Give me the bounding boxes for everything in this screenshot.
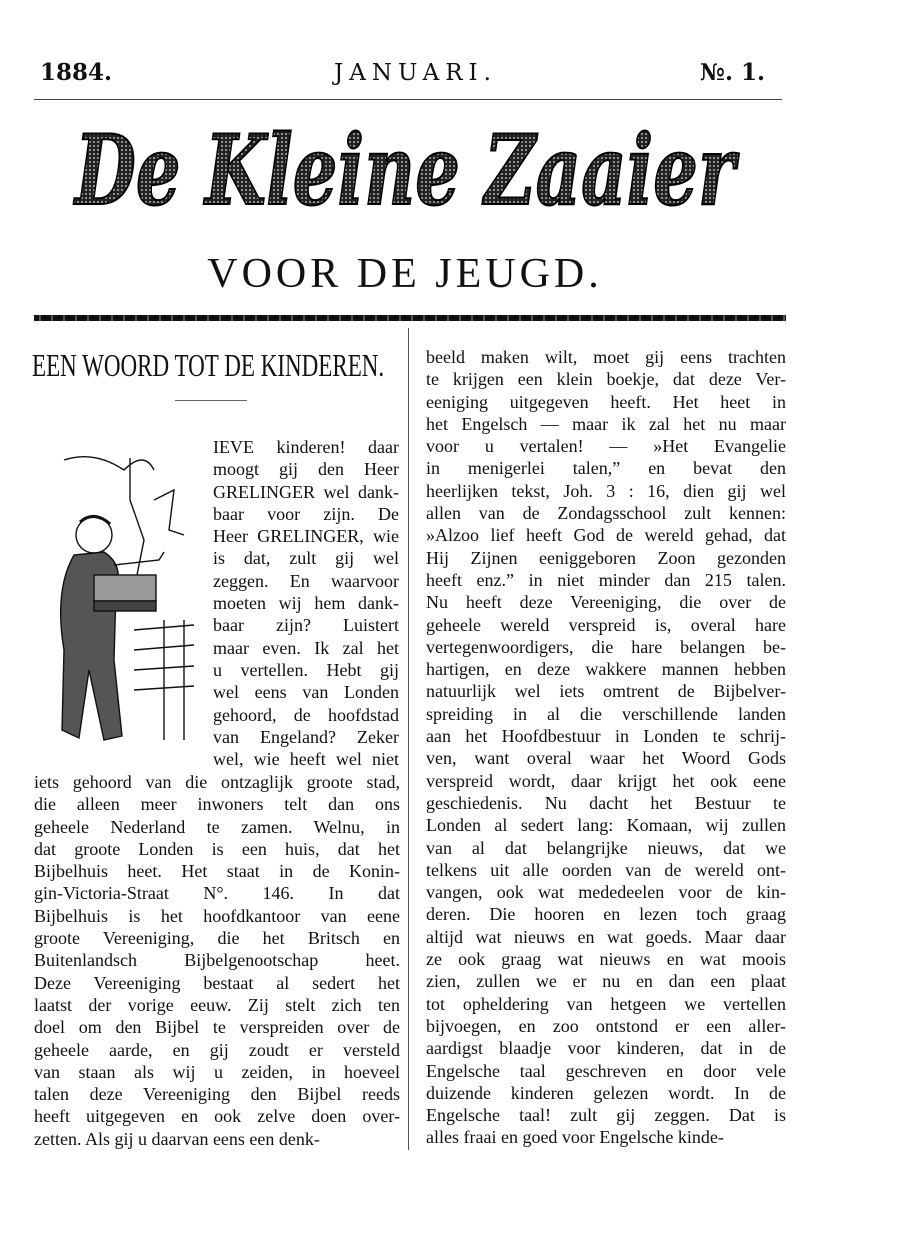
text-line: Buitenlandsch Bijbelgenootschap heet. <box>34 950 400 971</box>
text-line: gin-Victoria-Straat N°. 146. In dat <box>34 883 400 904</box>
text-line: tot opheldering van hetgeen we vertellen <box>426 993 786 1014</box>
text-line: laatst der vorige eeuw. Zij stelt zich ten <box>34 994 400 1015</box>
masthead-rule <box>34 315 786 321</box>
text-line: die alleen meer inwoners telt dan ons <box>34 794 400 815</box>
text-line: iets gehoord van die ontzaglijk groote stad, <box>34 772 400 792</box>
text-line: u vertellen. Hebt gij <box>213 659 399 680</box>
header-year: 1884. <box>40 59 113 86</box>
text-line: dat groote Londen is een huis, dat het <box>34 838 400 859</box>
text-line: Engelsche taal! zult gij zeggen. Dat is <box>426 1105 786 1126</box>
text-line: eeniging uitgegeven heeft. Het heet in <box>426 391 786 412</box>
article-heading: EEN WOORD TOT DE KINDEREN. <box>32 347 385 383</box>
text-line: vertegenwoordigers, die hare belangen be- <box>426 636 786 657</box>
text-line: Bijbelhuis heet. Het staat in de Konin- <box>34 861 400 882</box>
text-line: doel om den Bijbel te verspreiden over de <box>34 1017 400 1038</box>
text-line: telkens uit alle oorden van de wereld ont- <box>426 859 786 880</box>
text-line: van staan als wij u zeiden, in hoeveel <box>34 1061 400 1082</box>
text-line: wel, wie heeft wel niet <box>213 749 399 770</box>
text-line: voor u vertalen! — »Het Evangelie <box>426 436 786 457</box>
masthead-logo <box>60 112 750 232</box>
text-line: Heer GRELINGER, wie <box>213 526 399 547</box>
masthead-subtitle: VOOR DE JEUGD. <box>207 251 603 297</box>
article-column-b <box>34 771 400 1150</box>
text-line: deren. Die hooren en lezen toch graag <box>426 904 786 925</box>
text-line: heeft enz.” in niet minder dan 215 talen. <box>426 569 786 590</box>
text-line: geheele wereld verspreid is, overal hare <box>426 614 786 635</box>
article-column-c <box>426 346 786 1149</box>
header-rule <box>34 99 782 100</box>
text-line: Deze Vereeniging bestaat al sedert het <box>34 972 400 993</box>
text-line: altijd wat nieuws en wat goeds. Maar daar <box>426 926 786 947</box>
text-line: ven, want overal waar het Woord Gods <box>426 748 786 769</box>
text-line: »Alzoo lief heeft God de wereld gehad, dat <box>426 525 786 546</box>
text-line: ze ook graag wat nieuws en wat moois <box>426 949 786 970</box>
text-line: zien, zullen we er nu en dan een plaat <box>426 971 786 992</box>
text-line: alles fraai en goed voor Engelsche kinde- <box>426 1127 724 1148</box>
text-line: hartigen, en deze wakkere mannen hebben <box>426 659 786 680</box>
text-line: te krijgen een klein boekje, dat deze Ver- <box>426 369 786 390</box>
text-line: aardigst blaadje voor kinderen, dat in de <box>426 1038 786 1059</box>
heading-rule <box>175 400 247 401</box>
text-line: wel eens van Londen <box>213 682 399 703</box>
text-line: natuurlijk wel iets omtrent de Bijbelver- <box>426 681 786 702</box>
text-line: geheele aarde, en gij zoudt er versteld <box>34 1039 400 1060</box>
text-line: heeft uitgegeven en ook zelve doen over- <box>34 1106 400 1127</box>
article-column-a <box>213 436 399 770</box>
text-line: het Engelsch — maar ik zal het nu maar <box>426 413 786 434</box>
text-line: spreiding in al die verschillende landen <box>426 703 786 724</box>
text-line: is dat, zult gij wel <box>213 548 399 569</box>
text-line: Bijbelhuis is het hoofdkantoor van eene <box>34 905 400 926</box>
column-divider <box>408 328 409 1150</box>
text-line: zetten. Als gij u daarvan eens een denk- <box>34 1128 320 1149</box>
text-line: beeld maken wilt, moet gij eens trachten <box>426 347 786 367</box>
text-line: moeten wij hem dank- <box>213 593 399 614</box>
text-line: in menigerlei talen,” en bevat den <box>426 458 786 479</box>
text-line: Londen al sedert lang: Komaan, wij zullen <box>426 815 786 836</box>
text-line: Engelsche taal geschreven en door vele <box>426 1060 786 1081</box>
text-line: baar voor zijn. De <box>213 503 399 524</box>
text-line: allen van de Zondagsschool zult kennen: <box>426 503 786 524</box>
text-line: gehoord, de hoofdstad <box>213 704 399 725</box>
text-line: moogt gij den Heer <box>213 459 399 480</box>
text-line: GRELINGER wel dank- <box>213 481 399 502</box>
text-line: baar zijn? Luistert <box>213 615 399 636</box>
text-line: verspreid wordt, daar krijgt het ook eene <box>426 770 786 791</box>
text-line: van Engeland? Zeker <box>213 726 399 747</box>
text-line: talen deze Vereeniging den Bijbel reeds <box>34 1084 400 1105</box>
masthead-title: De Kleine Zaaier <box>72 114 740 227</box>
text-line: geheele Nederland te zamen. Welnu, in <box>34 816 400 837</box>
header-issue: №. 1. <box>700 59 766 86</box>
text-line: Hij Zijnen eeniggeboren Zoon gezonden <box>426 547 786 568</box>
text-line: bijvoegen, en zoo ontstond er een aller- <box>426 1015 786 1036</box>
header-month: JANUARI. <box>334 60 497 86</box>
text-line: van al dat belangrijke nieuws, dat we <box>426 837 786 858</box>
text-line: maar even. Ik zal het <box>213 637 399 658</box>
text-line: groote Vereeniging, die het Britsch en <box>34 928 400 949</box>
boy-illustration <box>34 440 194 745</box>
text-line: geschiedenis. Nu dacht het Bestuur te <box>426 792 786 813</box>
text-line: Nu heeft deze Vereeniging, die over de <box>426 592 786 613</box>
text-line: duizende kinderen gelezen wordt. In de <box>426 1082 786 1103</box>
text-line: heerlijken tekst, Joh. 3 : 16, dien gij wel <box>426 480 786 501</box>
text-line: aan het Hoofdbestuur in Londen te schrij- <box>426 726 786 747</box>
text-line: zeggen. En waarvoor <box>213 570 399 591</box>
text-line: vangen, ook wat mededeelen voor de kin- <box>426 882 786 903</box>
text-line: IEVE kinderen! daar <box>213 437 399 457</box>
